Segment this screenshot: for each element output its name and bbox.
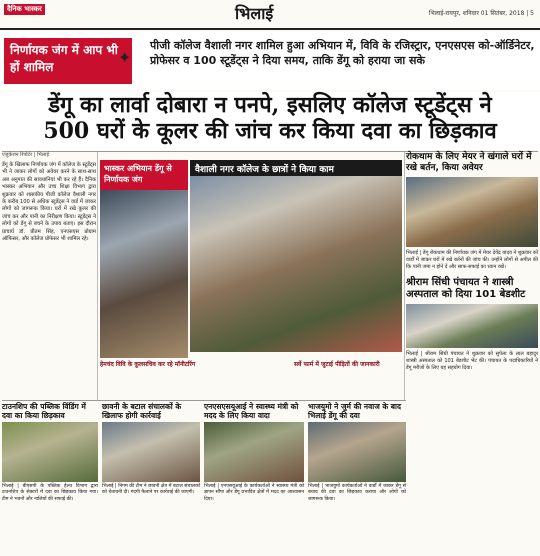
story-body: भिलाई | एनएसयूआई के कार्यकर्ताओं ने स्वास्थ्य मंत्री को ज्ञापन सौंपा और डेंगू प्रभावित क्षेत्रों में मदद का आश्वासन दिया। xyxy=(204,484,304,502)
left-column xyxy=(2,152,96,388)
campaign-tag: भास्कर अभियान डेंगू से निर्णायक जंग xyxy=(100,160,188,190)
city-title: भिलाई xyxy=(235,4,274,23)
campaign-box: निर्णायक जंग में आप भी हों शामिल xyxy=(4,38,132,84)
campaign-summary: पीजी कॉलेज वैशाली नगर शामिल हुआ अभियान में, विवि के रजिस्ट्रार, एनएसएस को-ऑर्डिनेटर, प्रोफेसर व 100 स्टूडेंट्स ने दिया समय, ताकि डेंगू को हराया जा सके xyxy=(150,39,535,67)
story-photo xyxy=(102,422,200,482)
photo-heading: वैशाली नगर कॉलेज के छात्रों ने किया काम xyxy=(190,160,402,176)
story-headline: छावनी के बटाल संचालकों के खिलाफ होगी कार्रवाई xyxy=(102,402,182,420)
story-body: भिलाई | भाजयुमो कार्यकर्ताओं ने वार्डों में जाकर डेंगू से बचाव की दवा का छिड़काव कराया और लोगों को जागरूक किया। xyxy=(308,484,406,502)
story-photo xyxy=(308,422,406,482)
story-body: भिलाई | बीएसपी के पब्लिक हेल्थ विभाग द्वारा टाउनशिप के सेक्टरों में दवा का छिड़काव किया गया। टीम ने भवनों और नालियों की सफाई की। xyxy=(2,484,98,502)
mayor-story-headline: रोकथाम के लिए मेयर ने खंगाले घरों में रखे बर्तन, किया अवेयर xyxy=(406,152,532,173)
bottom-story xyxy=(102,402,200,554)
mosquito-icon: ✦ xyxy=(118,48,132,67)
mayor-story-body: भिलाई | डेंगू रोकथाम की निर्णायक जंग में मेयर देवेंद्र यादव ने शुक्रवार को वार्डों में जाकर घरों में रखे बर्तनों की जांच की। उन्होंने लोगों से अपील की कि पानी जमा न होने दें और साफ-सफाई का ध्यान रखें। xyxy=(406,250,538,270)
bottom-story xyxy=(204,402,304,554)
sindhi-panchayat-photo xyxy=(406,304,538,348)
photo-caption-left: हेमचंद विवि के कुलसचिव कर रहे मॉनीटरिंग xyxy=(100,361,196,368)
campaign-banner xyxy=(0,32,540,90)
bottom-stories xyxy=(2,402,406,554)
column-divider xyxy=(404,152,405,400)
sindhi-panchayat-headline: श्रीराम सिंधी पंचायत ने शास्त्री अस्पताल को दिया 101 बेडशीट xyxy=(406,277,526,300)
right-column xyxy=(406,152,538,452)
headline-line-2: 500 घरों के कूलर की जांच कर किया दवा का छिड़काव xyxy=(43,118,497,144)
photo-caption-right: सर्वे फार्म में जुटाई पीड़ितों की जानकारी xyxy=(294,361,380,368)
main-headline xyxy=(0,92,540,150)
headline-line-1: डेंगू का लार्वा दोबारा न पनपे, इसलिए कॉलेज स्टूडेंट्स ने xyxy=(48,92,492,118)
photo-section xyxy=(98,160,404,400)
story-headline: एनएसएसयूआई ने स्वास्थ्य मंत्री को मदद के लिए किया वादा xyxy=(204,402,299,420)
story-body: भिलाई | निगम की टीम ने छावनी क्षेत्र में बटाल संचालकों को चेतावनी दी। गंदगी फैलाने पर कार्रवाई की जाएगी। xyxy=(102,484,200,496)
story-headline: भाजयुमो ने जुर्म की नवाज के बाद भिलाई डेंगू की दवा xyxy=(308,402,401,420)
sindhi-panchayat-body: भिलाई | श्रीराम सिंधी पंचायत ने शुक्रवार को सुपेला के लाल बहादुर शास्त्री अस्पताल को 101 बेडशीट भेंट की। पंचायत के पदाधिकारियों ने डेंगू मरीजों के लिए यह सहयोग दिया। xyxy=(406,351,538,371)
lead-article-body: डेंगू के खिलाफ निर्णायक जंग में कॉलेज के स्टूडेंट्स भी ने जाकर लोगों को अवेयर करने के साथ-साथ अब अनुपात की सावधानियां भी कर रहे हैं। दैनिक भास्कर अभियान और उच्च शिक्षा विभाग द्वारा शुक्रवार को शासकीय पीजी कॉलेज वैशाली नगर के करीब 100 से अधिक स्टूडेंट्स ने वार्ड में जाकर लोगों को जागरूक किया। घरों में रखे कूलर की जांच कर और पानी का निरीक्षण किया। स्टूडेंट्स ने लोगों को डेंगू से बचने के उपाय बताए। इस दौरान प्राचार्य डॉ. प्रीतम सिंह, एनएसएस प्रोग्राम ऑफिसर, और कॉलेज प्रोफेसर भी शामिल रहे। xyxy=(2,162,96,243)
masthead xyxy=(0,0,540,30)
paper-logo: दैनिक भास्कर xyxy=(4,4,45,15)
divider xyxy=(2,400,406,401)
bottom-story xyxy=(2,402,98,554)
campaign-photo-left xyxy=(100,190,188,358)
story-headline: टाउनशिप की पब्लिक विंडिंग में दवा का किया छिड़काव xyxy=(2,402,86,420)
campaign-photo-main xyxy=(190,176,402,352)
byline: एजुकेशन रिपोर्टर | भिलाई xyxy=(2,152,49,158)
story-photo xyxy=(2,422,98,482)
bottom-story xyxy=(308,402,406,554)
mayor-photo xyxy=(406,177,538,247)
story-photo xyxy=(204,422,304,482)
dateline: भिलाई-रायपुर, शनिवार 01 सितंबर, 2018 | 5 xyxy=(428,10,534,17)
